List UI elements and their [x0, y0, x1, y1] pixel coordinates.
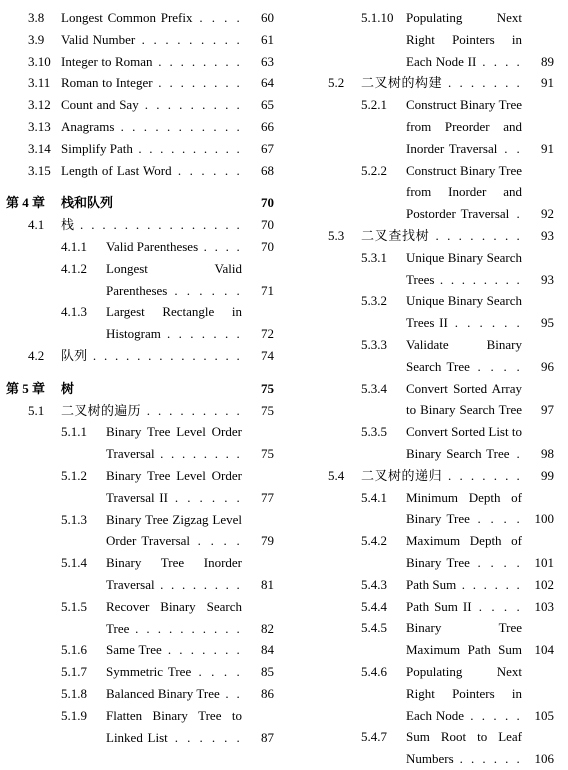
dot-leader: . . . . . . . .	[160, 576, 242, 592]
toc-page-number: 60	[261, 10, 274, 25]
toc-subsection-entry[interactable]	[306, 94, 554, 159]
dot-leader: . . . . . .	[174, 729, 242, 745]
toc-subsection-entry[interactable]	[306, 661, 554, 726]
dot-leader: . . . . . . . .	[158, 53, 242, 69]
toc-entry-title: 二叉树的递归	[361, 467, 443, 483]
toc-entry-number: 4.1.2	[61, 260, 87, 276]
dot-leader: . . . . . . . . . .	[135, 620, 242, 636]
toc-entry-number: 3.10	[28, 53, 51, 69]
toc-entry-number: 5.2.2	[361, 162, 387, 178]
toc-section-entry[interactable]	[6, 116, 274, 138]
toc-subsection-entry[interactable]	[6, 465, 274, 509]
toc-page-number: 66	[261, 118, 274, 134]
dot-leader: . . . . . . . . .	[141, 31, 242, 47]
toc-entry-title: Binary Tree Level Order Traversal II	[106, 467, 242, 505]
toc-subsection-entry[interactable]	[306, 378, 554, 422]
toc-entry-title: Length of Last Word	[61, 162, 172, 178]
toc-entry-number: 第 5 章	[6, 380, 46, 396]
dot-leader: . . . . . .	[454, 315, 522, 331]
toc-left-column	[6, 7, 274, 748]
toc-page-number: 87	[261, 729, 274, 745]
toc-entry-number: 3.13	[28, 118, 51, 134]
toc-entry-title: Largest Rectangle in Histogram	[106, 304, 242, 342]
toc-section-entry[interactable]	[6, 29, 274, 51]
toc-subsection-entry[interactable]	[6, 596, 274, 640]
toc-subsection-entry[interactable]	[6, 683, 274, 705]
dot-leader: . . . .	[478, 598, 522, 614]
toc-entry-title: Simplify Path	[61, 140, 133, 156]
dot-leader: . . . . . . .	[448, 467, 522, 483]
toc-entry-number: 5.4.2	[361, 533, 387, 549]
dot-leader: . . . . . . . . . . . . . .	[92, 347, 242, 363]
dot-leader: . .	[504, 140, 522, 156]
toc-entry-number: 5.1.2	[61, 467, 87, 483]
toc-page-number: 70	[261, 217, 274, 233]
toc-entry-title: 二叉查找树	[361, 227, 430, 243]
toc-page-number: 68	[261, 162, 274, 178]
toc-page-number: 61	[261, 31, 274, 47]
toc-entry-title: 二叉树的构建	[361, 75, 443, 91]
toc-chapter-entry[interactable]	[6, 378, 274, 400]
toc-subsection-entry[interactable]	[306, 596, 554, 618]
dot-leader: . . . .	[197, 533, 242, 549]
toc-entry-number: 5.1.1	[61, 424, 87, 440]
toc-page-number: 89	[541, 53, 554, 69]
toc-section-entry[interactable]	[6, 214, 274, 236]
toc-subsection-entry[interactable]	[6, 421, 274, 465]
toc-entry-number: 4.1	[28, 217, 45, 233]
toc-page-number: 75	[261, 446, 274, 462]
toc-subsection-entry[interactable]	[306, 290, 554, 334]
toc-entry-number: 5.3	[328, 227, 345, 243]
toc-entry-title: Construct Binary Tree from Inorder and Postorder Traversal	[406, 162, 522, 222]
toc-subsection-entry[interactable]	[6, 509, 274, 553]
toc-section-entry[interactable]	[6, 400, 274, 422]
toc-entry-title: Populating Next Right Pointers in Each Node II	[406, 10, 522, 69]
toc-page-number: 104	[534, 642, 554, 658]
toc-entry-number: 3.11	[28, 75, 51, 91]
toc-entry-number: 5.4.4	[361, 598, 387, 614]
toc-section-entry[interactable]	[306, 465, 554, 487]
toc-subsection-entry[interactable]	[306, 247, 554, 291]
toc-entry-title: Valid Parentheses	[106, 238, 199, 254]
toc-chapter-entry[interactable]	[6, 192, 274, 214]
toc-section-entry[interactable]	[6, 7, 274, 29]
dot-leader: . . . . . . . . . . . . . . .	[80, 217, 242, 233]
toc-subsection-entry[interactable]	[306, 421, 554, 465]
toc-page-number: 77	[261, 489, 274, 505]
toc-entry-number: 5.2.1	[361, 97, 387, 113]
toc-page-number: 101	[534, 554, 554, 570]
toc-entry-title: 队列	[61, 347, 88, 363]
dot-leader: . . . . . .	[174, 489, 242, 505]
toc-entry-title: Convert Sorted Array to Binary Search Tree	[406, 380, 522, 418]
toc-subsection-entry[interactable]	[306, 7, 554, 72]
dot-leader: . . . . . .	[461, 576, 522, 592]
dot-leader: . . . . . . . .	[439, 271, 522, 287]
toc-entry-title: Binary Tree Inorder Traversal	[106, 555, 242, 592]
toc-page-number: 95	[541, 315, 554, 331]
toc-page-number: 81	[261, 576, 274, 592]
toc-entry-number: 第 4 章	[6, 195, 46, 211]
toc-entry-title: Same Tree	[106, 642, 162, 658]
toc-entry-title: Roman to Integer	[61, 75, 153, 91]
toc-page-number: 79	[261, 533, 274, 549]
toc-page-number: 102	[534, 576, 554, 592]
toc-entry-number: 5.1.3	[61, 511, 87, 527]
toc-entry-title: Maximum Depth of Binary Tree	[406, 533, 522, 570]
toc-entry-title: Construct Binary Tree from Preorder and Inorder Traversal	[406, 97, 522, 156]
section-spacer	[6, 181, 274, 192]
toc-subsection-entry[interactable]	[6, 705, 274, 749]
toc-page-number: 96	[541, 358, 554, 374]
toc-page-number: 74	[261, 347, 274, 363]
toc-entry-title: Binary Tree Zigzag Level Order Traversal	[106, 511, 242, 549]
dot-leader: . . . . . . . . . . .	[120, 118, 242, 134]
toc-entry-title: Populating Next Right Pointers in Each Node	[406, 663, 522, 723]
toc-page-number: 65	[261, 97, 274, 113]
dot-leader: . . . . . . .	[167, 642, 242, 658]
toc-entry-title: Unique Binary Search Trees	[406, 249, 522, 287]
dot-leader: . . . . . . . . .	[146, 402, 242, 418]
toc-section-entry[interactable]	[6, 72, 274, 94]
toc-subsection-entry[interactable]	[6, 639, 274, 661]
dot-leader: . . . . . . .	[167, 326, 242, 342]
toc-entry-title: Unique Binary Search Trees II	[406, 293, 522, 331]
toc-entry-number: 5.1.6	[61, 642, 87, 658]
toc-entry-number: 5.2	[328, 75, 345, 91]
toc-entry-title: 栈和队列	[61, 195, 114, 211]
toc-subsection-entry[interactable]	[306, 530, 554, 574]
toc-subsection-entry[interactable]	[6, 236, 274, 258]
dot-leader: .	[516, 206, 522, 222]
toc-entry-number: 5.3.2	[361, 293, 387, 309]
dot-leader: . . . .	[203, 238, 242, 254]
toc-subsection-entry[interactable]	[306, 726, 554, 770]
toc-section-entry[interactable]	[6, 51, 274, 73]
toc-entry-title: Sum Root to Leaf Numbers	[406, 729, 522, 767]
toc-subsection-entry[interactable]	[306, 160, 554, 225]
toc-page-number: 75	[261, 402, 274, 418]
toc-entry-number: 5.4.1	[361, 489, 387, 505]
toc-entry-title: Integer to Roman	[61, 53, 153, 69]
toc-page-number: 72	[261, 326, 274, 342]
toc-entry-title: 栈	[61, 217, 75, 233]
toc-entry-number: 3.15	[28, 162, 51, 178]
toc-entry-number: 5.1.10	[361, 10, 394, 25]
toc-entry-number: 4.1.1	[61, 238, 87, 254]
dot-leader: . . . .	[477, 554, 522, 570]
toc-page-number: 71	[261, 282, 274, 298]
toc-entry-title: Recover Binary Search Tree	[106, 598, 242, 636]
toc-entry-number: 5.1.8	[61, 685, 87, 701]
toc-page-number: 98	[541, 445, 554, 461]
toc-page-number: 70	[261, 238, 274, 254]
section-spacer	[6, 367, 274, 378]
toc-entry-title: Valid Number	[61, 31, 136, 47]
toc-entry-number: 3.14	[28, 140, 51, 156]
toc-entry-number: 5.1.5	[61, 598, 87, 614]
toc-page-number: 91	[541, 75, 554, 91]
toc-entry-title: Binary Tree Maximum Path Sum	[406, 620, 522, 658]
toc-page-number: 97	[541, 402, 554, 418]
toc-subsection-entry[interactable]	[306, 574, 554, 596]
toc-page-number: 92	[541, 206, 554, 222]
toc-page-number: 105	[534, 707, 554, 723]
toc-section-entry[interactable]	[6, 160, 274, 182]
dot-leader: . . . .	[482, 53, 522, 69]
dot-leader: . . . . . . . . .	[144, 97, 242, 113]
toc-entry-title: Convert Sorted List to Binary Search Tree	[406, 424, 522, 461]
dot-leader: . . . . . . . .	[435, 227, 522, 243]
toc-page-number: 100	[534, 511, 554, 527]
toc-subsection-entry[interactable]	[6, 301, 274, 345]
toc-entry-number: 3.8	[28, 10, 45, 25]
toc-page-number: 75	[261, 380, 274, 396]
toc-entry-number: 5.4.7	[361, 729, 387, 745]
toc-page-number: 85	[261, 664, 274, 680]
toc-entry-title: Balanced Binary Tree	[106, 685, 220, 701]
toc-entry-title: Symmetric Tree	[106, 664, 192, 680]
dot-leader: . . . . . .	[174, 282, 242, 298]
dot-leader: .	[516, 445, 522, 461]
toc-page-number: 93	[541, 271, 554, 287]
toc-right-column	[306, 7, 554, 770]
dot-leader: . . . .	[199, 10, 242, 25]
toc-entry-number: 4.1.3	[61, 304, 87, 320]
dot-leader: . . . .	[198, 664, 242, 680]
toc-page-number: 63	[261, 53, 274, 69]
toc-subsection-entry[interactable]	[306, 487, 554, 531]
toc-entry-number: 5.4.3	[361, 576, 387, 592]
toc-page-number: 82	[261, 620, 274, 636]
toc-page-number: 84	[261, 642, 274, 658]
toc-entry-title: Count and Say	[61, 97, 139, 113]
toc-page-number: 106	[534, 751, 554, 767]
toc-page-number: 64	[261, 75, 274, 91]
toc-entry-number: 4.2	[28, 347, 45, 363]
toc-entry-title: Path Sum II	[406, 598, 472, 614]
dot-leader: . . . .	[477, 358, 522, 374]
toc-page-number: 93	[541, 227, 554, 243]
toc-entry-number: 5.4	[328, 467, 345, 483]
toc-entry-title: Validate Binary Search Tree	[406, 336, 522, 374]
dot-leader: . . . . . . . . . .	[138, 140, 242, 156]
toc-entry-title: Path Sum	[406, 576, 457, 592]
toc-entry-number: 5.3.4	[361, 380, 387, 396]
toc-entry-number: 5.3.3	[361, 336, 387, 352]
toc-section-entry[interactable]	[6, 138, 274, 160]
toc-entry-title: 二叉树的遍历	[61, 402, 141, 418]
dot-leader: . . . . . .	[459, 751, 522, 767]
toc-entry-number: 5.4.5	[361, 620, 387, 636]
toc-entry-number: 5.1.4	[61, 555, 87, 571]
toc-section-entry[interactable]	[6, 94, 274, 116]
toc-entry-number: 5.4.6	[361, 663, 387, 679]
toc-page-number: 103	[534, 598, 554, 614]
toc-entry-title: Minimum Depth of Binary Tree	[406, 489, 522, 527]
toc-entry-number: 5.1	[28, 402, 45, 418]
toc-entry-title: Longest Common Prefix	[61, 10, 193, 25]
toc-section-entry[interactable]	[306, 72, 554, 94]
toc-subsection-entry[interactable]	[306, 334, 554, 378]
toc-page-number: 99	[541, 467, 554, 483]
dot-leader: . . . .	[477, 511, 522, 527]
toc-entry-title: Anagrams	[61, 118, 115, 134]
toc-entry-title: Longest Valid Parentheses	[106, 260, 242, 298]
toc-entry-number: 3.12	[28, 97, 51, 113]
dot-leader: . . . . . . . .	[158, 75, 242, 91]
toc-subsection-entry[interactable]	[6, 552, 274, 596]
toc-section-entry[interactable]	[6, 345, 274, 367]
dot-leader: . . . . . . .	[448, 75, 522, 91]
dot-leader: . . . . . . . .	[160, 446, 242, 462]
dot-leader: . . . . . .	[177, 162, 242, 178]
toc-page-number: 67	[261, 140, 274, 156]
toc-entry-number: 3.9	[28, 31, 45, 47]
toc-entry-number: 5.1.7	[61, 664, 87, 680]
dot-leader: . .	[225, 685, 242, 701]
toc-entry-number: 5.3.5	[361, 424, 387, 440]
toc-subsection-entry[interactable]	[306, 617, 554, 661]
toc-entry-number: 5.3.1	[361, 249, 387, 265]
toc-entry-title: Flatten Binary Tree to Linked List	[106, 707, 242, 745]
toc-subsection-entry[interactable]	[6, 258, 274, 302]
toc-page-number: 91	[541, 140, 554, 156]
toc-section-entry[interactable]	[306, 225, 554, 247]
toc-subsection-entry[interactable]	[6, 661, 274, 683]
toc-page-number: 86	[261, 685, 274, 701]
toc-page-number: 70	[261, 195, 274, 211]
toc-entry-title: Binary Tree Level Order Traversal	[106, 424, 242, 462]
dot-leader: . . . . .	[470, 707, 522, 723]
toc-entry-number: 5.1.9	[61, 707, 87, 723]
toc-entry-title: 树	[61, 380, 75, 396]
